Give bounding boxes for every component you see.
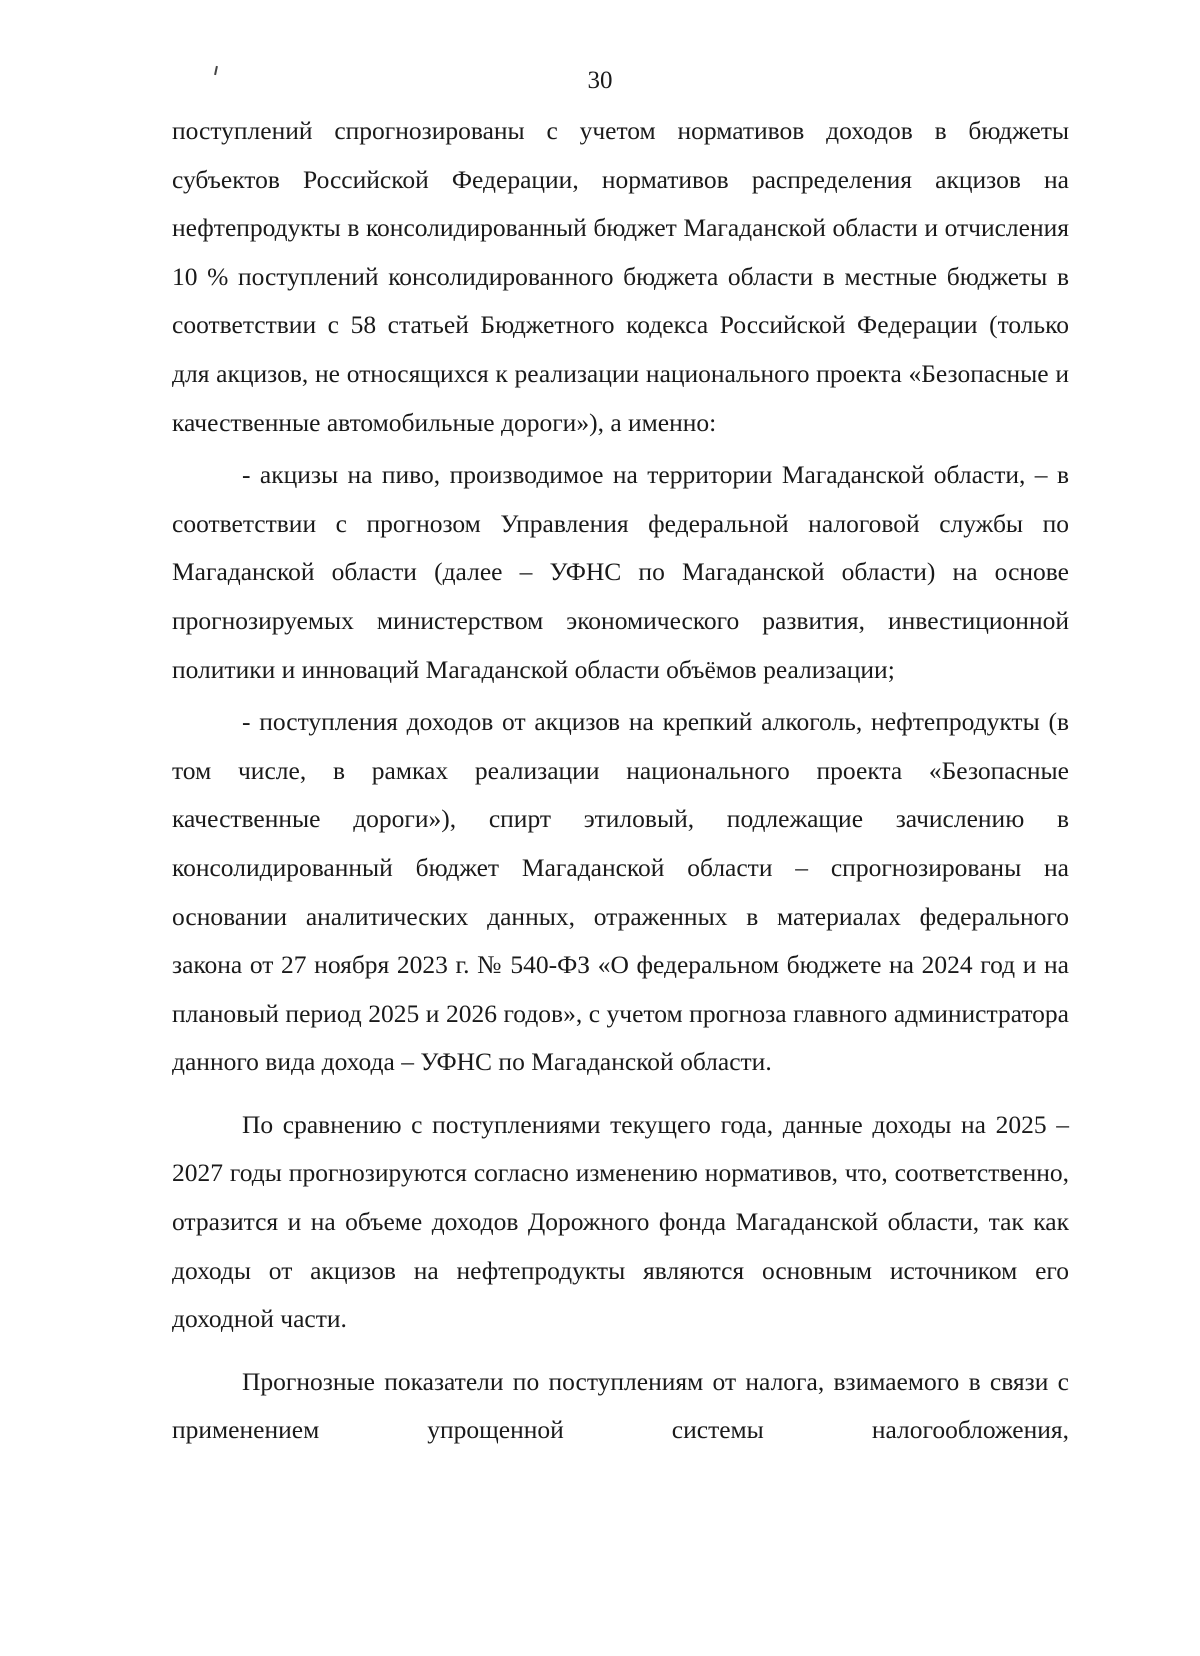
paragraph-simplified-tax: Прогнозные показатели по поступлениям от налога, взимаемого в связи с применением упрощенной системы налогообложения,	[172, 1366, 1069, 1445]
paragraph-alcohol-fuel-excise: - поступления доходов от акцизов на крепкий алкоголь, нефтепродукты (в том числе, в рамках реализации национального проекта «Безопасные качественные дороги»), спирт этиловый, подлежащие зачислению в консолидированный бюджет Магаданской области – спрогнозированы на основании аналитических данных, отраженных в материалах федерального закона от 27 ноября 2023 г. № 540-ФЗ «О федеральном бюджете на 2024 год и на плановый период 2025 и 2026 годов», с учетом прогноза главного администратора данного вида дохода – УФНС по Магаданской области.	[172, 707, 1069, 1077]
paragraph-continuation: поступлений спрогнозированы с учетом нормативов доходов в бюджеты субъектов Российской Федерации, нормативов распределения акцизов на нефтепродукты в консолидированный бюджет Магаданской области и отчисления 10 % поступлений консолидированного бюджета области в местные бюджеты в соответствии с 58 статьей Бюджетного кодекса Российской Федерации (только для акцизов, не относящихся к реализации национального проекта «Безопасные и качественные автомобильные дороги»), а именно:	[172, 116, 1069, 437]
page-number: 30	[587, 67, 613, 94]
paragraph-comparison: По сравнению с поступлениями текущего года, данные доходы на 2025 – 2027 годы прогнозируются согласно изменению нормативов, что, соответственно, отразится и на объеме доходов Дорожного фонда Магаданской области, так как доходы от акцизов на нефтепродукты являются основным источником его доходной части.	[172, 1109, 1069, 1334]
paragraph-beer-excise: - акцизы на пиво, производимое на территории Магаданской области, – в соответствии с прогнозом Управления федеральной налоговой службы по Магаданской области (далее – УФНС по Магаданской области) на основе прогнозируемых министерством экономического развития, инвестиционной политики и инноваций Магаданской области объёмов реализации;	[172, 460, 1069, 684]
document-body	[172, 107, 1069, 1455]
